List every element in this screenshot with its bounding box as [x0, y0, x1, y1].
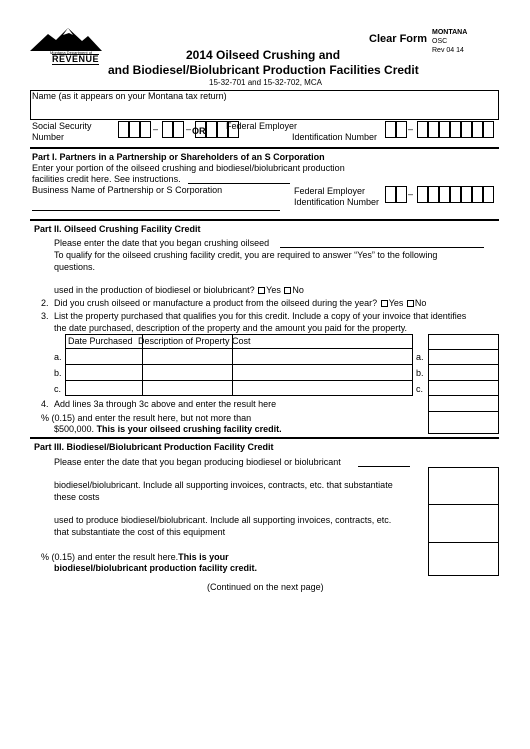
question-1-text: used in the production of biodiesel or biolubricant? [54, 285, 255, 295]
part3-line3-text: % (0.15) and enter the result here. [41, 552, 179, 562]
divider [30, 437, 499, 439]
line5-limit: $500,000. [54, 424, 95, 434]
cost-field-b[interactable] [233, 365, 412, 380]
logo-big-text: REVENUE [52, 54, 100, 64]
part3-line3-c: biodiesel/biolubricant production facility credit. [54, 563, 258, 573]
divider [30, 219, 499, 221]
part3-line3-emphasis: This is your [178, 552, 229, 562]
part3-line1-b: these costs [54, 492, 100, 502]
row-label-b: b. [54, 368, 62, 378]
or-label: OR [192, 126, 206, 136]
part3-line3-a [41, 552, 229, 562]
q1-no-checkbox[interactable] [284, 287, 291, 294]
question-3-line2: the date purchased, description of the property and the amount you paid for the property. [54, 323, 408, 333]
question-2 [54, 298, 426, 308]
part3-heading: Part III. Biodiesel/Biolubricant Production Facility Credit [34, 442, 274, 452]
part2-date-prompt: Please enter the date that you began crushing oilseed [54, 238, 270, 248]
cost-field-c[interactable] [233, 381, 412, 396]
amount-field-b[interactable] [428, 364, 499, 381]
desc-field-a[interactable] [143, 349, 231, 364]
part3-date-prompt: Please enter the date that you began producing biodiesel or biolubricant [54, 457, 341, 467]
col-cost: Cost [232, 336, 251, 346]
q2-yes-checkbox[interactable] [381, 300, 388, 307]
line5-text-b [54, 424, 282, 434]
part3-line2-b: that substantiate the cost of this equipment [54, 527, 226, 537]
date-field-c[interactable] [66, 381, 141, 396]
date-field-a[interactable] [66, 349, 141, 364]
ssn-label-line1: Social Security [32, 121, 92, 131]
qualify-text-line1: To qualify for the oilseed crushing facility credit, you are required to answer “Yes” to the following [54, 250, 438, 260]
date-field-b[interactable] [66, 365, 141, 380]
q1-no-label: No [292, 285, 304, 295]
question-3-line1: List the property purchased that qualifies you for this credit. Include a copy of your invoice that identifies [54, 311, 467, 321]
part1-heading: Part I. Partners in a Partnership or Shareholders of an S Corporation [32, 152, 325, 162]
amount-field-c[interactable] [428, 380, 499, 396]
line4-total-field[interactable] [428, 395, 499, 412]
part1-fein-label-line2: Identification Number [294, 197, 380, 207]
ssn-label-line2: Number [32, 132, 65, 142]
amount-header-box [428, 334, 499, 350]
oilseed-credit-field[interactable] [428, 411, 499, 434]
cost-field-a[interactable] [233, 349, 412, 364]
form-title-line2: and Biodiesel/Biolubricant Production Facilities Credit [108, 63, 419, 77]
part1-fein-label-line1: Federal Employer [294, 186, 366, 196]
part3-line2-a: used to produce biodiesel/biolubricant. Include all supporting invoices, contracts, etc. [54, 515, 392, 525]
col-date-purchased: Date Purchased [68, 336, 133, 346]
oilseed-start-date-field[interactable] [280, 247, 484, 248]
q2-no-checkbox[interactable] [407, 300, 414, 307]
col-description: Description of Property [138, 336, 230, 346]
q2-yes-label: Yes [388, 298, 404, 308]
department-logo [30, 26, 102, 64]
amount-field-a[interactable] [428, 349, 499, 365]
part3-line2-field[interactable] [428, 504, 499, 543]
part2-heading: Part II. Oilseed Crushing Facility Credit [34, 224, 201, 234]
form-code: OSC [432, 38, 448, 45]
desc-field-b[interactable] [143, 365, 231, 380]
taxpayer-name-label: Name (as it appears on your Montana tax return) [32, 91, 227, 101]
part3-line1-field[interactable] [428, 467, 499, 505]
biodiesel-start-date-field[interactable] [358, 466, 410, 467]
question-2-text: Did you crush oilseed or manufacture a product from the oilseed during the year? [54, 298, 378, 308]
mountain-logo-icon [30, 26, 102, 52]
q1-yes-checkbox[interactable] [258, 287, 265, 294]
desc-field-c[interactable] [143, 381, 231, 396]
line4-number: 4. [41, 399, 49, 409]
part1-text-line2: facilities credit here. See instructions. [32, 174, 181, 184]
clear-form-button[interactable]: Clear Form [369, 33, 428, 45]
q2-no-label: No [414, 298, 427, 308]
line4-text: Add lines 3a through 3c above and enter the result here [54, 399, 277, 409]
part1-credit-field[interactable] [188, 183, 290, 184]
amount-label-c: c. [416, 384, 424, 394]
row-label-c: c. [54, 384, 62, 394]
mca-reference: 15-32-701 and 15-32-702, MCA [209, 78, 322, 87]
part3-line1-a: biodiesel/biolubricant. Include all supporting invoices, contracts, etc. that substantiate [54, 480, 393, 490]
continued-note: (Continued on the next page) [207, 582, 324, 592]
biodiesel-credit-field[interactable] [428, 542, 499, 576]
logo-small-text: Montana Department of [50, 50, 93, 55]
form-title-line1: 2014 Oilseed Crushing and [186, 48, 341, 62]
line5-emphasis: This is your oilseed crushing facility credit. [96, 424, 282, 434]
row-label-a: a. [54, 352, 62, 362]
form-revision: Rev 04 14 [432, 47, 464, 54]
q1-yes-label: Yes [266, 285, 281, 295]
business-name-label: Business Name of Partnership or S Corporation [32, 185, 223, 195]
question-3-number: 3. [41, 311, 49, 321]
qualify-text-line2: questions. [54, 262, 96, 272]
business-name-field[interactable] [32, 210, 280, 211]
question-1 [54, 285, 304, 295]
amount-label-a: a. [416, 352, 424, 362]
divider [30, 147, 499, 149]
line5-text-a: % (0.15) and enter the result here, but not more than [41, 413, 252, 423]
part1-text-line1: Enter your portion of the oilseed crushing and biodiesel/biolubricant production [32, 163, 345, 173]
fein-label-line1: Federal Employer [226, 121, 298, 131]
question-2-number: 2. [41, 298, 49, 308]
amount-label-b: b. [416, 368, 424, 378]
fein-label-line2: Identification Number [292, 132, 378, 142]
state-label: MONTANA [432, 29, 468, 36]
